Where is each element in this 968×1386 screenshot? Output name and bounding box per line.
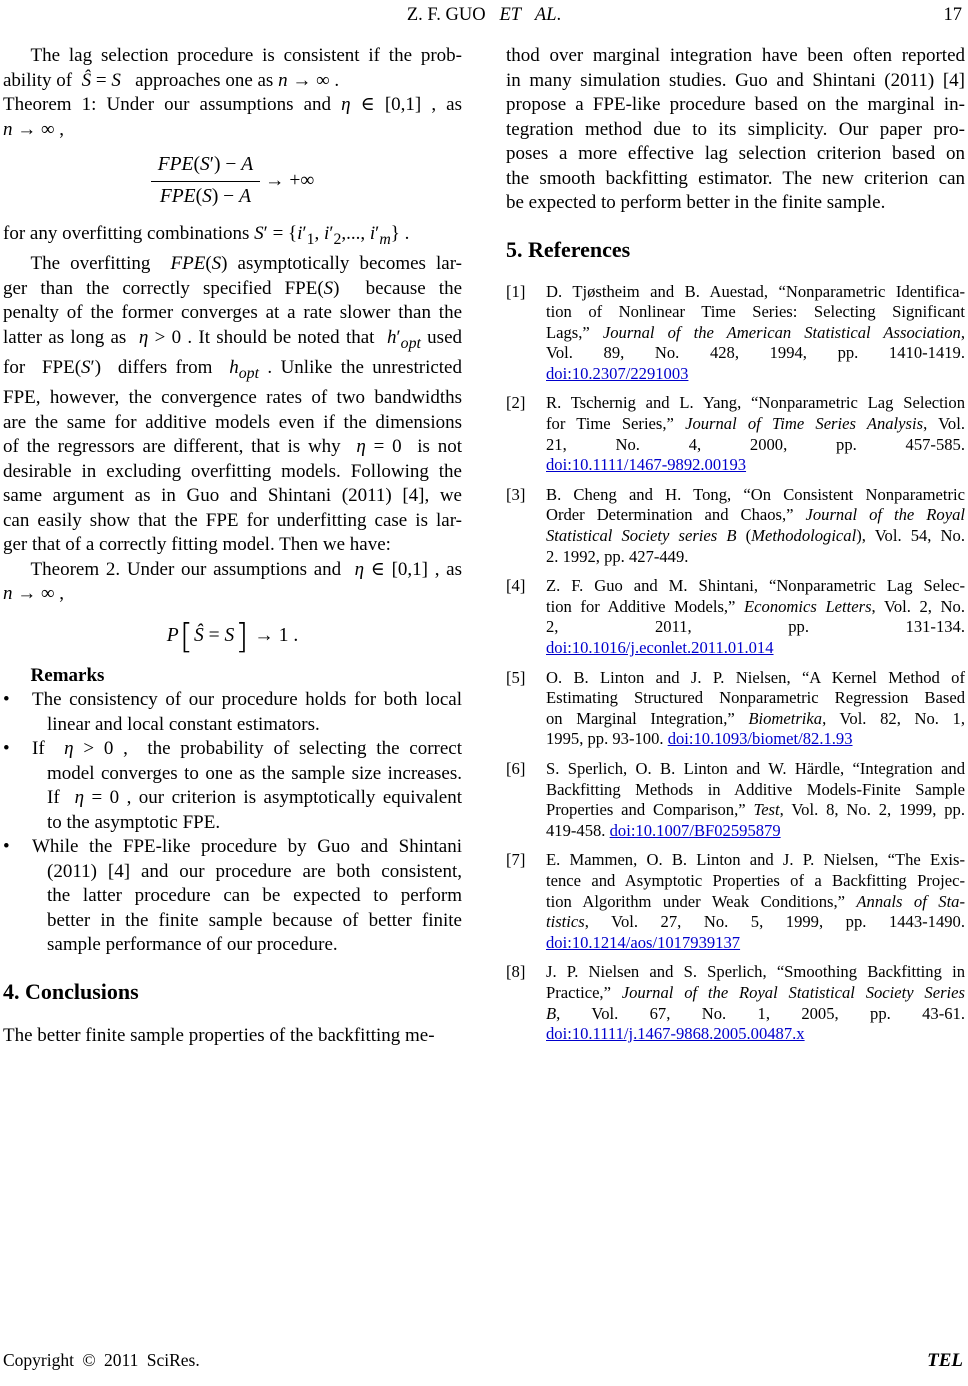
paragraph-conclusions (3, 1024, 462, 1049)
text-last-line (546, 933, 965, 954)
bullet-icon: • (3, 689, 10, 711)
right-column (506, 44, 965, 1054)
reference-item (506, 850, 965, 953)
reference-text (546, 962, 965, 1044)
text-last-line: n → ∞ , (3, 118, 65, 140)
reference-text (546, 850, 965, 953)
text-last-line (546, 1024, 965, 1045)
remarks-heading: Remarks (30, 664, 105, 686)
reference-text (546, 668, 965, 750)
reference-number: [6] (506, 758, 526, 778)
text-lines: E. Mammen, O. B. Linton and J. P. Nielsen, “The Exis- tence and Asymptotic Properties of a Backfitting Projec- tion Algorithm under Weak Conditions,” Annals of Sta- tistics, Vol. 27, No. 5, 1999, pp. 1443-1490. (546, 850, 966, 932)
remark-text (32, 835, 462, 958)
text-last-line: sample performance of our procedure. (47, 934, 338, 956)
journal-abbreviation: TEL (927, 1350, 963, 1371)
reference-number: [7] (506, 850, 526, 870)
reference-number: [3] (506, 484, 526, 504)
conclusions-heading: 4. Conclusions (3, 978, 139, 1004)
reference-item (506, 282, 965, 385)
remark-item (3, 688, 462, 737)
text-last-line: The better finite sample properties of the backfitting me- (3, 1024, 435, 1046)
text-lines: The overfitting FPE(S) asymptotically becomes lar- ger than the correctly specified FPE(S) because the penalty of the former converges at a rate slower than the latter as long as η > 0 . It should be noted that $h'_{opt}$ used for FPE(S′) differs from $h_{opt}$ . Unlike the unrestricted FPE, however, the convergence rates of two bandwidths are the same for additive models even if the dimensions of the regressors are different, that is why η = 0 is not desirable in excluding overfitting models. Following the same argument as in Guo and Shintani (2011) [4], we can easily show that the FPE for underfitting case is lar- (3, 253, 463, 531)
reference-number: [2] (506, 393, 526, 413)
remark-text (32, 688, 462, 737)
left-column (3, 44, 462, 1054)
reference-text (546, 759, 965, 841)
text-last-line: for any overfitting combinations $S' = \{i'_1$, $i'_2$,..., $i'_m$} . (3, 223, 410, 248)
fraction-denominator: FPE(S) − A (159, 185, 251, 207)
text-lines: R. Tschernig and L. Yang, “Nonparametric Lag Selection for Time Series,” Journal of Time Series Analysis, Vol. 21, No. 4, 2000, pp. 457-585. (546, 393, 965, 454)
text-last-line: be expected to perform better in the finite sample. (506, 192, 886, 213)
reference-item (506, 759, 965, 841)
left-bracket: [ (179, 616, 193, 657)
text-last-line: 1995, pp. 93-100. doi:10.1093/biomet/82.1.93 (546, 729, 853, 749)
right-bracket: ] (235, 616, 249, 657)
text-lines: S. Sperlich, O. B. Linton and W. Härdle, “Integration and Backfitting Methods in Additive Models-Finite Sample Properties and Comparison,” Test, Vol. 8, No. 2, 1999, pp. (546, 758, 965, 820)
text-last-line: to the asymptotic FPE. (47, 811, 221, 833)
text-lines: Z. F. Guo and M. Shintani, “Nonparametric Lag Selec- tion for Additive Models,” Economics Letters, Vol. 2, No. 2, 2011, pp. 131-134. (546, 576, 965, 637)
page-number: 17 (943, 5, 962, 25)
text-last-line (546, 638, 965, 659)
remark-item (3, 835, 462, 958)
display-formula-fpe-ratio (3, 153, 462, 209)
text-lines: The lag selection procedure is consistent if the prob- (30, 45, 462, 66)
reference-number: [1] (506, 281, 526, 301)
reference-text (546, 485, 965, 567)
reference-item (506, 576, 965, 658)
text-lines: Theorem 1: Under our assumptions and η ∈ [0,1] , as (3, 94, 462, 115)
display-formula-probability (3, 616, 462, 657)
remarks-list (3, 688, 462, 958)
reference-text (546, 282, 965, 385)
text-last-line: ger that of a correctly fitting model. Then we have: (3, 534, 391, 556)
text-last-line: ability of Ŝ = S approaches one as n → ∞ . (3, 69, 340, 91)
two-column-body (3, 44, 965, 1054)
paragraph-overfitting-fpe (3, 252, 462, 558)
reference-text (546, 393, 965, 475)
reference-text (546, 576, 965, 658)
paragraph-overfitting-combinations (3, 222, 462, 252)
text-lines: If η > 0 , the probability of selecting the correct model converges to one as the sample size increases. If η = 0 , our criterion is asymptotically equivalent (32, 738, 463, 809)
reference-item (506, 668, 965, 750)
text-last-line (546, 455, 965, 476)
text-last-line: linear and local constant estimators. (47, 713, 320, 735)
text-last-line: n → ∞ , (3, 583, 65, 605)
doi-link[interactable]: doi:10.2307/2291003 (546, 363, 689, 383)
doi-link[interactable]: doi:10.1111/1467-9892.00193 (546, 455, 747, 475)
doi-link[interactable]: doi:10.1093/biomet/82.1.93 (667, 729, 853, 749)
copyright-notice: Copyright © 2011 SciRes. (3, 1350, 200, 1370)
remark-item (3, 737, 462, 835)
fraction-numerator: FPE(S′) − A (151, 153, 260, 182)
text-lines: While the FPE-like procedure by Guo and Shintani (2011) [4] and our procedure are both consistent, the latter procedure can be expected to perform better in the finite sample because of better finite (32, 836, 462, 931)
formula-p: P (166, 625, 179, 647)
doi-link[interactable]: doi:10.1016/j.econlet.2011.01.014 (546, 638, 774, 657)
reference-number: [8] (506, 962, 526, 982)
reference-item (506, 485, 965, 567)
text-lines: thod over marginal integration have been often reported in many simulation studies. Guo and Shintani (2011) [4] propose a FPE-like procedure based on the marginal in- tegration method due to its simplicity. Our paper pro- poses a more effective lag selection criterion based on the smooth backfitting estimator. The new criterion can (506, 45, 965, 189)
text-last-line (546, 364, 965, 385)
running-head: Z. F. GUO ET AL. (406, 5, 562, 25)
text-lines: O. B. Linton and J. P. Nielsen, “A Kernel Method of Estimating Structured Nonparametric Regression Based on Marginal Integration,” Biometrika, Vol. 82, No. 1, (546, 667, 965, 728)
text-last-line: 419-458. doi:10.1007/BF02595879 (546, 820, 781, 840)
paragraph-theorem-2 (3, 558, 462, 607)
formula-limit: → +∞ (265, 169, 315, 191)
reference-item (506, 962, 965, 1044)
text-lines: The consistency of our procedure holds for both local (32, 689, 462, 711)
text-last-line: 2. 1992, pp. 427-449. (546, 546, 689, 566)
paragraph-continuation (506, 44, 965, 216)
references-list (506, 282, 965, 1045)
text-lines: B. Cheng and H. Tong, “On Consistent Nonparametric Order Determination and Chaos,” Journal of the Royal Statistical Society series B (Methodological), Vol. 54, No. (546, 484, 966, 546)
paragraph-theorem-1 (3, 93, 462, 142)
text-lines: D. Tjøstheim and B. Auestad, “Nonparametric Identifica- tion of Nonlinear Time Series: Selecting Significant Lags,” Journal of the American Statistical Association, Vol. 89, No. 428, 1994, pp. 1410-1419. (546, 281, 966, 363)
doi-link[interactable]: doi:10.1214/aos/1017939137 (546, 932, 741, 952)
doi-link[interactable]: doi:10.1111/j.1467-9868.2005.00487.x (546, 1024, 805, 1044)
text-lines: J. P. Nielsen and S. Sperlich, “Smoothing Backfitting in Practice,” Journal of the Royal Statistical Society Series B, Vol. 67, No. 1, 2005, pp. 43-61. (546, 962, 965, 1023)
paragraph-lag-selection (3, 44, 462, 93)
formula-inner: Ŝ = S (193, 625, 235, 647)
fraction (151, 153, 260, 209)
reference-number: [4] (506, 576, 526, 596)
remark-text (32, 737, 462, 835)
bullet-icon: • (3, 836, 10, 858)
reference-number: [5] (506, 667, 526, 687)
formula-tail: → 1 . (249, 625, 299, 647)
page-footer (0, 1350, 968, 1374)
text-lines: Theorem 2. Under our assumptions and η ∈ [0,1] , as (30, 558, 462, 580)
doi-link[interactable]: doi:10.1007/BF02595879 (609, 820, 781, 840)
reference-item (506, 393, 965, 475)
bullet-icon: • (3, 738, 10, 760)
page-header (0, 5, 968, 31)
references-heading: 5. References (506, 236, 631, 262)
